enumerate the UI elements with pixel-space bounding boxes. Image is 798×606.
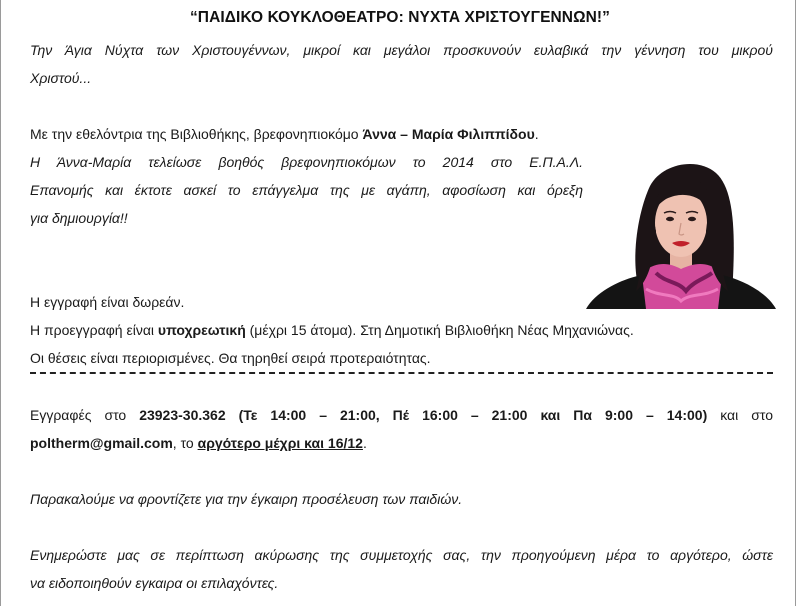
separator-line xyxy=(30,372,773,374)
bio-line-1: Η Άννα-Μαρία τελείωσε βοηθός βρεφονηπιοκόμων το 2014 στο Ε.Π.Α.Λ. xyxy=(30,154,583,170)
cancel-note-line-1: Ενημερώστε μας σε περίπτωση ακύρωσης της συμμετοχής σας, την προηγούμενη μέρα το αργότερο, ώστε xyxy=(30,547,773,563)
volunteer-suffix: . xyxy=(534,126,539,142)
page-title: “ΠΑΙΔΙΚΟ ΚΟΥΚΛΟΘΕΑΤΡΟ: ΝΥΧΤΑ ΧΡΙΣΤΟΥΓΕΝΝΩΝ!” xyxy=(189,9,611,26)
preregistration-line: Η προεγγραφή είναι υποχρεωτική (μέχρι 15 άτομα). Στη Δημοτική Βιβλιοθήκη Νέας Μηχανιώνας. xyxy=(30,322,634,338)
email-address[interactable]: poltherm@gmail.com xyxy=(30,435,173,451)
bio-line-2: Επανομής και έκτοτε ασκεί το επάγγελμα της με αγάπη, αφοσίωση και όρεξη xyxy=(30,182,583,198)
intro-line-1: Την Άγια Νύχτα των Χριστουγέννων, μικροί και μεγάλοι προσκυνούν ευλαβικά την γέννηση του μικρού xyxy=(30,42,773,58)
deadline: αργότερο μέχρι και 16/12 xyxy=(197,435,363,451)
free-registration: Η εγγραφή είναι δωρεάν. xyxy=(30,294,185,310)
portrait-photo xyxy=(586,151,776,309)
mandatory-label: υποχρεωτική xyxy=(157,322,246,338)
contact-line-1: Εγγραφές στο 23923-30.362 (Τε 14:00 – 21:00, Πέ 16:00 – 21:00 και Πα 9:00 – 14:00) και στο xyxy=(30,407,774,423)
intro-line-2: Χριστού... xyxy=(30,70,92,86)
portrait-image xyxy=(586,151,776,309)
punctuality-note: Παρακαλούμε να φροντίζετε για την έγκαιρη προσέλευση των παιδιών. xyxy=(30,491,463,507)
phone-hours: 23923-30.362 (Τε 14:00 – 21:00, Πέ 16:00 – 21:00 και Πα 9:00 – 14:00) xyxy=(139,407,708,423)
volunteer-line xyxy=(30,124,539,144)
limited-seats: Οι θέσεις είναι περιορισμένες. Θα τηρηθεί σειρά προτεραιότητας. xyxy=(30,350,431,366)
bio-line-3: για δημιουργία!! xyxy=(30,210,128,226)
contact-line-2: poltherm@gmail.com, το αργότερο μέχρι και 16/12. xyxy=(30,435,367,451)
volunteer-prefix: Με την εθελόντρια της Βιβλιοθήκης, βρεφονηπιοκόμο xyxy=(30,126,363,142)
cancel-note-line-2: να ειδοποιηθούν εγκαιρα οι επιλαχόντες. xyxy=(30,575,279,591)
volunteer-name: Άννα – Μαρία Φιλιππίδου xyxy=(362,126,535,142)
